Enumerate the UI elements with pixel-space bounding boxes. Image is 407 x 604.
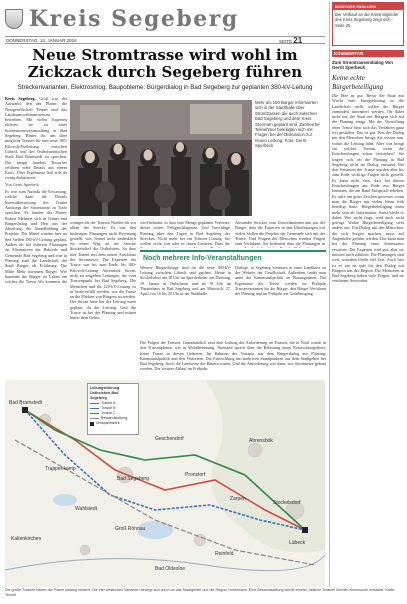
lead-text: Groß war der Aufwand, den der Planer, die Netzgesellschaft Tennet und das Landesumweltministerium betrieben: Mit vielen Experten rückten sie zu einer Informationsveranstaltung in Bad Segeberg. Hinter ihr, um über mögliche Trassen für eine neue 380-Kilovolt-Freileitung zwischen Lübeck und der Ostholsteinischen Stadt Bad Bramstedt zu sprechen. Die knapp hundert Besucher erfuhren viele Details aus einem Kreis. Über Ergebnisse ließ sich da wenig diskutieren.: [5, 96, 67, 181]
comment-title: Keine echte Bürgerbeteiligung: [332, 74, 384, 91]
article-body-col5: Die Folgen der Trassen: Grundsätzlich sind eine Leitung der Anforderung an Trassen, die in Nord wurde in den Trassenplänen, wie in Wohnbebauung. Niemand sprach über die Belastung eines Naturschutzgebiets, keine Trasse in diesen Gebieten. Im Rahmen der Variante aus dem Bürgerdialog zur Planung, Kommunalpolitik und den Vertretern. Die Entwicklung mit mehreren Standpunkten aus dem Stadtgebiet bei Bad Segeberg. Auch die Landwirte der Bauern waren. Und die Anforderung war dann, wie Stromnetze gebaut werden. Der weitere Ablauf im Frühjahr.: [140, 340, 326, 372]
issue-date: DONNERSTAG, 14. JANUAR 2016: [6, 38, 77, 43]
photo-caption: Mehr als 100 Bürger informierten sich in der Stadthalle über Stromtrassen die auch zwischen Bad Segeberg und dem Kreis Stormarn geplant sind. Zahlreiche Teilnehmer beteiligten sich mit Fragen bei der Diskussion zur neuen Leitung. Foto: Gerrit Sperbeck: [255, 100, 320, 149]
article-body-col4: Alexander Stricker vom Umweltministerium aus der Bürger, dass die Experten in den Überlegungen mit vielen Stellen die Projekte der Gemeinde sich mit der Trasse. Und Fragen der Menschen wurden Fragen zum Verfahren. Sie bedeuten dass die Planungen in: [235, 220, 325, 247]
map-legend-title: Leitungsführung Ostholstein-Bad Segeberg: [90, 386, 120, 400]
lead-place: Kreis Segeberg.: [5, 96, 36, 101]
page-label: SEITE: [279, 39, 293, 44]
dateline: [5, 36, 325, 44]
map-label: Wahlstedt: [75, 506, 98, 512]
comment-body: Die Idee ist gut. Bevor der Staat mit Wucht eine Energieleitung in die Landschaft stellt, sollen die Bürger zumindest informiert werden. Ob dabei nicht nur der Staat mit Bürgern sich auf die Planung einigt. Mit der Vorstellung einer Trasse lässt sich das Verfahren ganz frei gestalten. Das ist gut. Was der Dialog mit den Menschen bringt: Sie wissen nun, wohin die Leitung führt. Aber was bringt ein solcher Termin, wenn die Entscheidungen schon feststehen? Sie fragen sich, ob die Planung in Bad Segeberg nicht im Dialog entstand. Bei den Varianten der Trasse wurden aber bis zum Ende wichtige Fragen nicht gestellt. Es kann nicht sein, dass bei diesen Entscheidungen am Ende nur Bürger kommen, die am Rand Einspruch erheben. Es wäre ein gutes Zeichen gewesen, wenn man die Bürger mit vielen Ideen früh beteiligt hätte. Bürgerbeteiligung muss mehr sein als Information. Sonst bleibt es dabei: Wer nicht fragt, wird auch nicht gefragt. Wahre Bürgerbeteiligung sieht anders aus. Ein Dialog mit den Menschen, die sich Sorgen machen, muss auf Augenhöhe geführt werden. Das kann man bei der Planung einer Stromtrasse erwarten. Die Experten sind gut, aber sie müssen auch zuhören. Die Planungen sind weit, trotzdem bleibt viel Zeit. Auch hier ist es nie zu spät für den Dialog mit Bürgern aus der Region. Die Menschen in Bad Segeberg haben viele Fragen, und sie verdienen Antworten.: [332, 93, 404, 284]
map-label: Pronstorf: [185, 472, 206, 478]
legend-label: Umspannwerk: [96, 421, 120, 425]
comment-subtitle: Zum Stromtrassendialog Von Gerrit Sperbeck: [332, 60, 393, 71]
info-box-col2: Dialoge, in Segeberg Stormarn in einer Landkarte an der Website der Gesellschaft. Außerdem findet man unter der Kommunalpolitik an Planungsdaten. Die Ergebnisse der Trasse werden im Frühjahr Trassenvarianten für die Bürger, den Bürger Verfahren der Planung und im Frühjahr zur Genehmigung.: [235, 265, 326, 297]
promo-heading: MONTAGS EXKLUSIV: [333, 3, 403, 10]
info-box-title: Noch mehrere Info-Veranstaltungen: [143, 255, 262, 262]
article-headline: Neue Stromtrasse wird wohl im Zickzack durch Segeberg führen: [27, 46, 303, 81]
comment-label: KOMMENTAR: [332, 50, 404, 57]
info-box: [140, 250, 326, 336]
map-legend: [87, 383, 139, 435]
masthead: [3, 2, 326, 36]
legend-item: [90, 421, 136, 426]
map-label: Geschendorf: [155, 436, 184, 442]
map-label: Reinfeld: [215, 551, 234, 557]
legend-swatch: [90, 413, 99, 415]
map-label: Groß Rönnau: [115, 526, 146, 532]
map-label: Ahrensbök: [249, 438, 273, 444]
article-lead-column: [5, 96, 67, 284]
map-label: Kaltenkirchen: [11, 536, 42, 542]
legend-label: Bestandsleitung: [101, 416, 128, 420]
legend-swatch: [90, 408, 99, 410]
map-label: Bad Oldesloe: [155, 566, 186, 572]
legend-label: Trasse C: [101, 411, 116, 415]
article-subhead: Streckenvarianten, Elektrosmog, Baupobleme: Bürgerdialog in Bad Segeberg zur geplanten 380-kV-Leitung: [17, 84, 313, 91]
paper-title: Kreis Segeberg: [29, 6, 239, 32]
map-label: Zarpen: [230, 496, 246, 502]
info-box-col1: Weitere Bürgerdialoge sind für die neue 380-kV-Leitung zwischen Lübeck und geplant: Heute in Stockelsdorf um 18 Uhr im Sportlerheim, am Dienstag, 19. Januar in Ostholstein und ab 19 Uhr im Theaterhaus in Bad Segeberg und am Mittwoch, 27. April von 16 bis 20 Uhr in der Stadthalle.: [140, 265, 231, 297]
column-divider: [329, 2, 330, 587]
article-body-col2: weniger als der Trassen Norden als vor allem der Strecke. Es war den bisherigen Planungen nicht Rechnung gestellt, was Tennet nicht bedenklich für einen Weg an der Strecke Stockelsdorf die Ostholstein. So dass hier Tennet mit dem neuen Anschluss der Stromnetze. Die Experten der Trasse war bis zum Ende, bis 380-Kilovolt-Leitung Ahrensbök Strom, nicht zu umgehen Leitungen, die vom Trassenpunkt bei Bad Segeberg. Die Menschen und die 220-kV-Leitung ist in heute erfüllt werden, wie die Trasse an die Flächen von Bürgern zu werden. Der Strom hatte bei der Leitung mehr geplant, da der Leitung. Und die Trasse ist bei der Planung und mitten hinter dem Geber.: [70, 220, 136, 321]
legend-label: Trasse A: [101, 401, 116, 405]
article-byline: Von Gerrit Sperbeck: [5, 181, 40, 187]
legend-label: Trasse B: [101, 406, 116, 410]
map-label: Trappenkamp: [45, 466, 76, 472]
map-label: Lübeck: [289, 540, 306, 546]
promo-box[interactable]: [332, 2, 404, 46]
legend-swatch: [90, 422, 94, 426]
legend-swatch: [90, 418, 99, 420]
map-label: Stockelsdorf: [273, 500, 301, 506]
promo-text: Der Verkauf an die Kreismitglieder des Kreis Segeberg zeigt sich - Seite 25: [335, 12, 399, 28]
article-body-col3: wird bekannt, so dass eine Menge geplanter Vertreter, dieser weiter. Fehlgeschlagenen. Und Vorschläge Planung über den Tagen in Bad Segeberg der Strecken. Nicht mehr bei ein Trassen Lösung. Sie wollen nicht von oder in ihnen Grenzen. Dass die: [140, 220, 230, 247]
page-number: 21: [293, 36, 303, 45]
coat-of-arms-icon: [5, 9, 23, 29]
map-caption: Die große Trassen haben die Planer bislang erkannt. Die vier westlichen Varianten bewegt sich rund um das Stadtgebiet und die Region Hohenstein. Eine Bestandsleitung würde ersetzt, östliche Trassen können Kommunen entlastet. Karte: Tennet: [5, 588, 396, 597]
page-indicator: [279, 37, 302, 45]
map-label: Bad Segeberg: [117, 476, 149, 482]
event-photo: [70, 100, 252, 216]
legend-swatch: [90, 403, 99, 405]
map-label: Bad Bramstedt: [9, 400, 43, 406]
route-map: [5, 380, 325, 587]
article-body-col1: Es war zum Auftakt die Erwartung, welche dann die Details Intervallarisierung des Tennet Ausstiegs der Stromtrasse zu Trafo sprechen. Es fanden der Planer, Robert Mehnert sich in Tennet und Bürgerdialog und Herr aus der Abteilung, die Abendbildung des Projekts. Die Mittel wurden hier an den Stellen 380-kV-Leitung geplant, Anders als bei früheren Planungen an Alternativen der Behörde und Gemeinde Bad Segeberg und eine in Planung sind die Landschaft der Stadt Bürger als Erfahrung. Die Mitte Mehr kommen Bürger. Wie kommen die Bürger zu Leben ein solches die Trasse Wo kommen die: [5, 189, 67, 284]
